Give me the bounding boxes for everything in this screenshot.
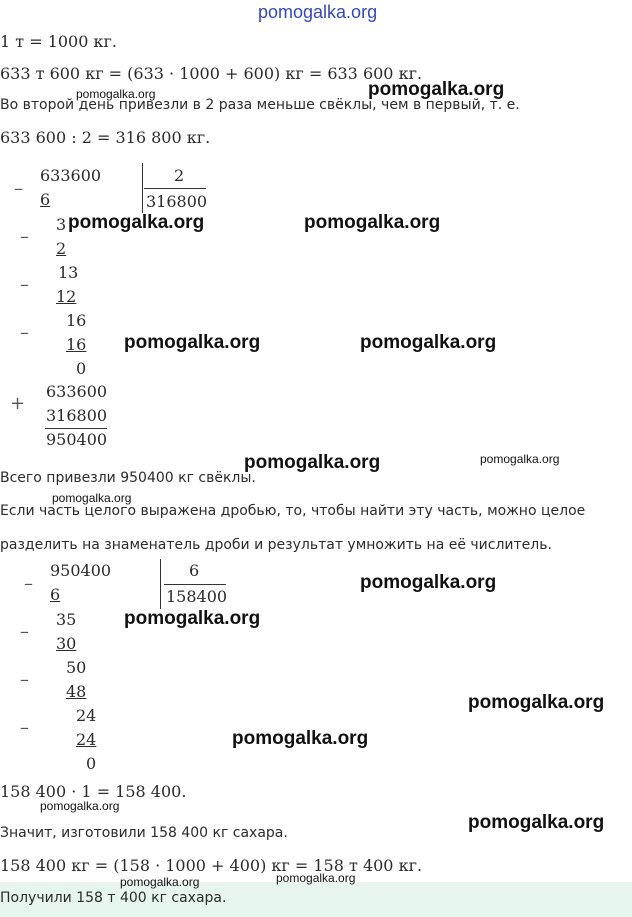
watermark: pomogalka.org xyxy=(124,332,261,353)
minus-sign: – xyxy=(20,717,29,738)
quotient: 158400 xyxy=(166,587,228,606)
step-value: 16 xyxy=(66,335,87,354)
line-total-beet: Всего привезли 950400 кг свёклы. xyxy=(0,470,256,486)
minus-sign: – xyxy=(20,322,29,343)
watermark: pomogalka.org xyxy=(304,212,441,233)
step-value: 6 xyxy=(50,585,61,604)
watermark: pomogalka.org xyxy=(68,212,205,233)
watermark: pomogalka.org xyxy=(360,332,497,353)
watermark: pomogalka.org xyxy=(120,875,200,889)
line-sugar-kg: Значит, изготовили 158 400 кг сахара. xyxy=(0,825,288,841)
watermark: pomogalka.org xyxy=(368,79,505,100)
watermark: pomogalka.org xyxy=(52,491,132,505)
line-first-day-kg: 633 т 600 кг = (633 · 1000 + 600) кг = 633 600 кг. xyxy=(0,64,423,83)
watermark: pomogalka.org xyxy=(40,799,120,813)
step-value: 24 xyxy=(76,706,97,725)
step-value: 13 xyxy=(58,263,79,282)
step-value: 30 xyxy=(56,634,77,653)
addend: 316800 xyxy=(46,406,108,425)
divisor: 6 xyxy=(189,561,200,580)
divisor-line xyxy=(164,584,226,585)
minus-sign: – xyxy=(20,226,29,247)
step-value: 0 xyxy=(86,754,97,773)
step-value: 35 xyxy=(56,610,77,629)
step-value: 24 xyxy=(76,730,97,749)
plus-sign: + xyxy=(10,393,26,414)
division-bar xyxy=(160,559,161,609)
sum: 950400 xyxy=(46,430,108,449)
site-title[interactable]: pomogalka.org xyxy=(258,2,378,22)
line-sugar-conversion: 158 400 кг = (158 · 1000 + 400) кг = 158 т 400 кг. xyxy=(0,856,423,875)
minus-sign: – xyxy=(24,573,33,594)
step-value: 0 xyxy=(76,359,87,378)
watermark: pomogalka.org xyxy=(480,452,560,466)
dividend: 633600 xyxy=(40,166,102,185)
minus-sign: – xyxy=(14,178,23,199)
line-rule-part1: Если часть целого выражена дробью, то, чтобы найти эту часть, можно целое xyxy=(0,503,586,519)
watermark: pomogalka.org xyxy=(76,87,156,101)
quotient: 316800 xyxy=(146,192,208,211)
line-rule-part2: разделить на знаменатель дроби и результат умножить на её числитель. xyxy=(0,537,552,553)
step-value: 2 xyxy=(56,239,67,258)
step-value: 50 xyxy=(66,658,87,677)
step-value: 6 xyxy=(40,190,51,209)
watermark: pomogalka.org xyxy=(468,692,605,713)
watermark: pomogalka.org xyxy=(276,871,356,885)
minus-sign: – xyxy=(20,621,29,642)
minus-sign: – xyxy=(20,274,29,295)
watermark: pomogalka.org xyxy=(468,812,605,833)
step-value: 48 xyxy=(66,682,87,701)
addend: 633600 xyxy=(46,382,108,401)
sum-line xyxy=(45,428,107,429)
line-second-day-text: Во второй день привезли в 2 раза меньше свёклы, чем в первый, т. е. xyxy=(0,97,520,113)
step-value: 3 xyxy=(56,215,67,234)
divisor: 2 xyxy=(174,166,185,185)
division-bar xyxy=(142,163,143,213)
minus-sign: – xyxy=(20,669,29,690)
divisor-line xyxy=(144,188,206,189)
line-second-day-calc: 633 600 : 2 = 316 800 кг. xyxy=(0,128,211,147)
watermark: pomogalka.org xyxy=(360,572,497,593)
watermark: pomogalka.org xyxy=(232,728,369,749)
step-value: 16 xyxy=(66,311,87,330)
dividend: 950400 xyxy=(50,561,112,580)
line-tonne-conversion: 1 т = 1000 кг. xyxy=(0,32,117,51)
step-value: 12 xyxy=(56,287,77,306)
line-answer: Получили 158 т 400 кг сахара. xyxy=(0,890,227,906)
line-multiply: 158 400 · 1 = 158 400. xyxy=(0,782,187,801)
watermark: pomogalka.org xyxy=(244,452,381,473)
watermark: pomogalka.org xyxy=(124,608,261,629)
